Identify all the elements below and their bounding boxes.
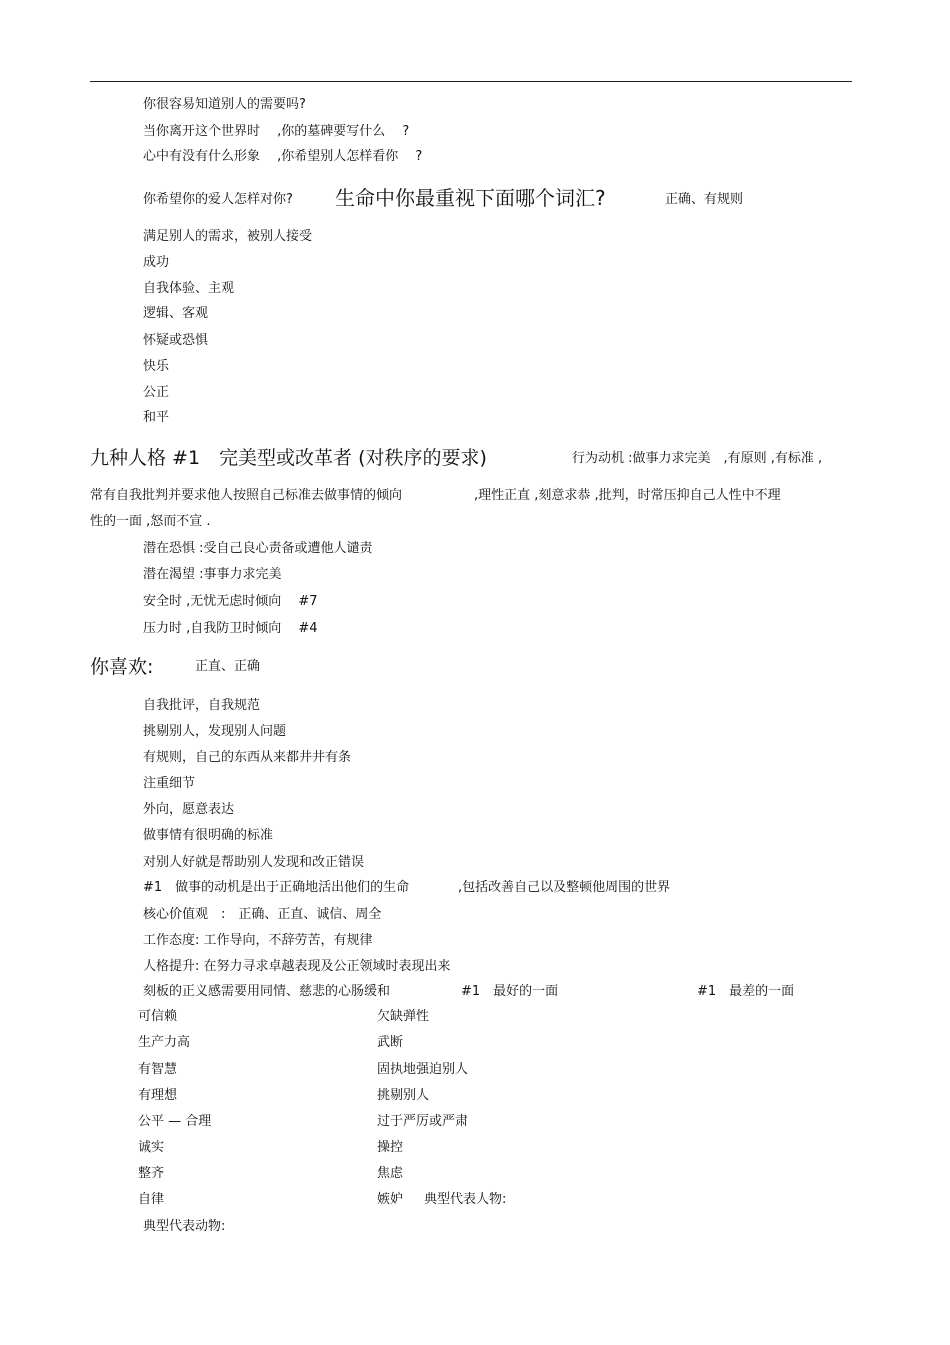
question-epitaph: 当你离开这个世界时 ,你的墓碑要写什么 ? [143,124,410,139]
question-lover: 你希望你的爱人怎样对你? [143,192,293,207]
rep-animal: 典型代表动物: [143,1219,226,1234]
likes-item: 做事情有很明确的标准 [143,828,274,843]
worst-heading: #1 最差的一面 [697,984,795,999]
rep-person: 典型代表人物: [424,1192,507,1207]
best-trait: 整齐 [138,1166,165,1181]
worst-trait: 过于严厉或严肃 [377,1114,469,1129]
life-word-item: 自我体验、主观 [143,281,235,296]
likes-item: 自我批评，自我规范 [143,698,261,713]
type1-para-b: ,理性正直 ,刻意求恭 ,批判，时常压抑自己人性中不理 [474,488,781,503]
best-trait: 诚实 [138,1140,165,1155]
likes-item: 有规则，自己的东西从来都井井有条 [143,750,352,765]
likes-item: 外向，愿意表达 [143,802,235,817]
question-needs: 你很容易知道别人的需要吗? [143,97,306,112]
life-word-first: 正确、有规则 [665,192,744,207]
likes-first: 正直、正确 [195,659,261,674]
best-trait: 自律 [138,1192,165,1207]
type1-para-line2: 性的一面 ,怒而不宣 . [90,514,211,529]
best-trait: 可信赖 [138,1009,178,1024]
type1-heading: 九种人格 #1 完美型或改革者 (对秩序的要求) [90,447,487,469]
rigid-justice: 刻板的正义感需要用同情、慈悲的心肠缓和 [143,984,391,999]
type1-secure: 安全时 ,无忧无虑时倾向 #7 [143,594,318,609]
best-heading: #1 最好的一面 [461,984,559,999]
type1-motive: 行为动机 :做事力求完美 ,有原则 ,有标准 , [572,451,823,466]
life-word-item: 公正 [143,385,170,400]
type1-para-a: 常有自我批判并要求他人按照自己标准去做事情的倾向 [90,488,403,503]
best-trait: 生产力高 [138,1035,191,1050]
likes-item: 挑剔别人，发现别人问题 [143,724,287,739]
best-trait: 公平 — 合理 [138,1114,212,1129]
motive-b: ,包括改善自己以及整顿他周围的世界 [458,880,671,895]
best-trait: 有理想 [138,1088,178,1103]
question-image: 心中有没有什么形象 ,你希望别人怎样看你 ? [143,149,423,164]
life-word-item: 怀疑或恐惧 [143,333,209,348]
likes-item: 注重细节 [143,776,196,791]
worst-trait: 固执地强迫别人 [377,1062,469,1077]
work-attitude: 工作态度: 工作导向，不辞劳苦，有规律 [143,933,373,948]
type1-desire: 潜在渴望 :事事力求完美 [143,567,282,582]
type1-stress: 压力时 ,自我防卫时倾向 #4 [143,621,318,636]
worst-trait: 挑剔别人 [377,1088,430,1103]
worst-trait: 欠缺弹性 [377,1009,430,1024]
likes-item: 对别人好就是帮助别人发现和改正错误 [143,855,365,870]
growth: 人格提升: 在努力寻求卓越表现及公正领域时表现出来 [143,959,451,974]
likes-heading: 你喜欢: [90,656,154,678]
motive-a: #1 做事的动机是出于正确地活出他们的生命 [143,880,410,895]
top-rule [90,81,852,82]
type1-fear: 潜在恐惧 :受自己良心责备或遭他人谴责 [143,541,373,556]
best-trait: 有智慧 [138,1062,178,1077]
life-word-item: 和平 [143,410,170,425]
life-word-heading: 生命中你最重视下面哪个词汇? [335,186,606,210]
worst-trait: 焦虑 [377,1166,404,1181]
core-values: 核心价值观 : 正确、正直、诚信、周全 [143,907,382,922]
worst-trait: 操控 [377,1140,404,1155]
life-word-item: 逻辑、客观 [143,306,209,321]
worst-trait: 武断 [377,1035,404,1050]
life-word-item: 成功 [143,255,170,270]
life-word-item: 满足别人的需求，被别人接受 [143,229,313,244]
worst-trait: 嫉妒 [377,1192,404,1207]
life-word-item: 快乐 [143,359,170,374]
